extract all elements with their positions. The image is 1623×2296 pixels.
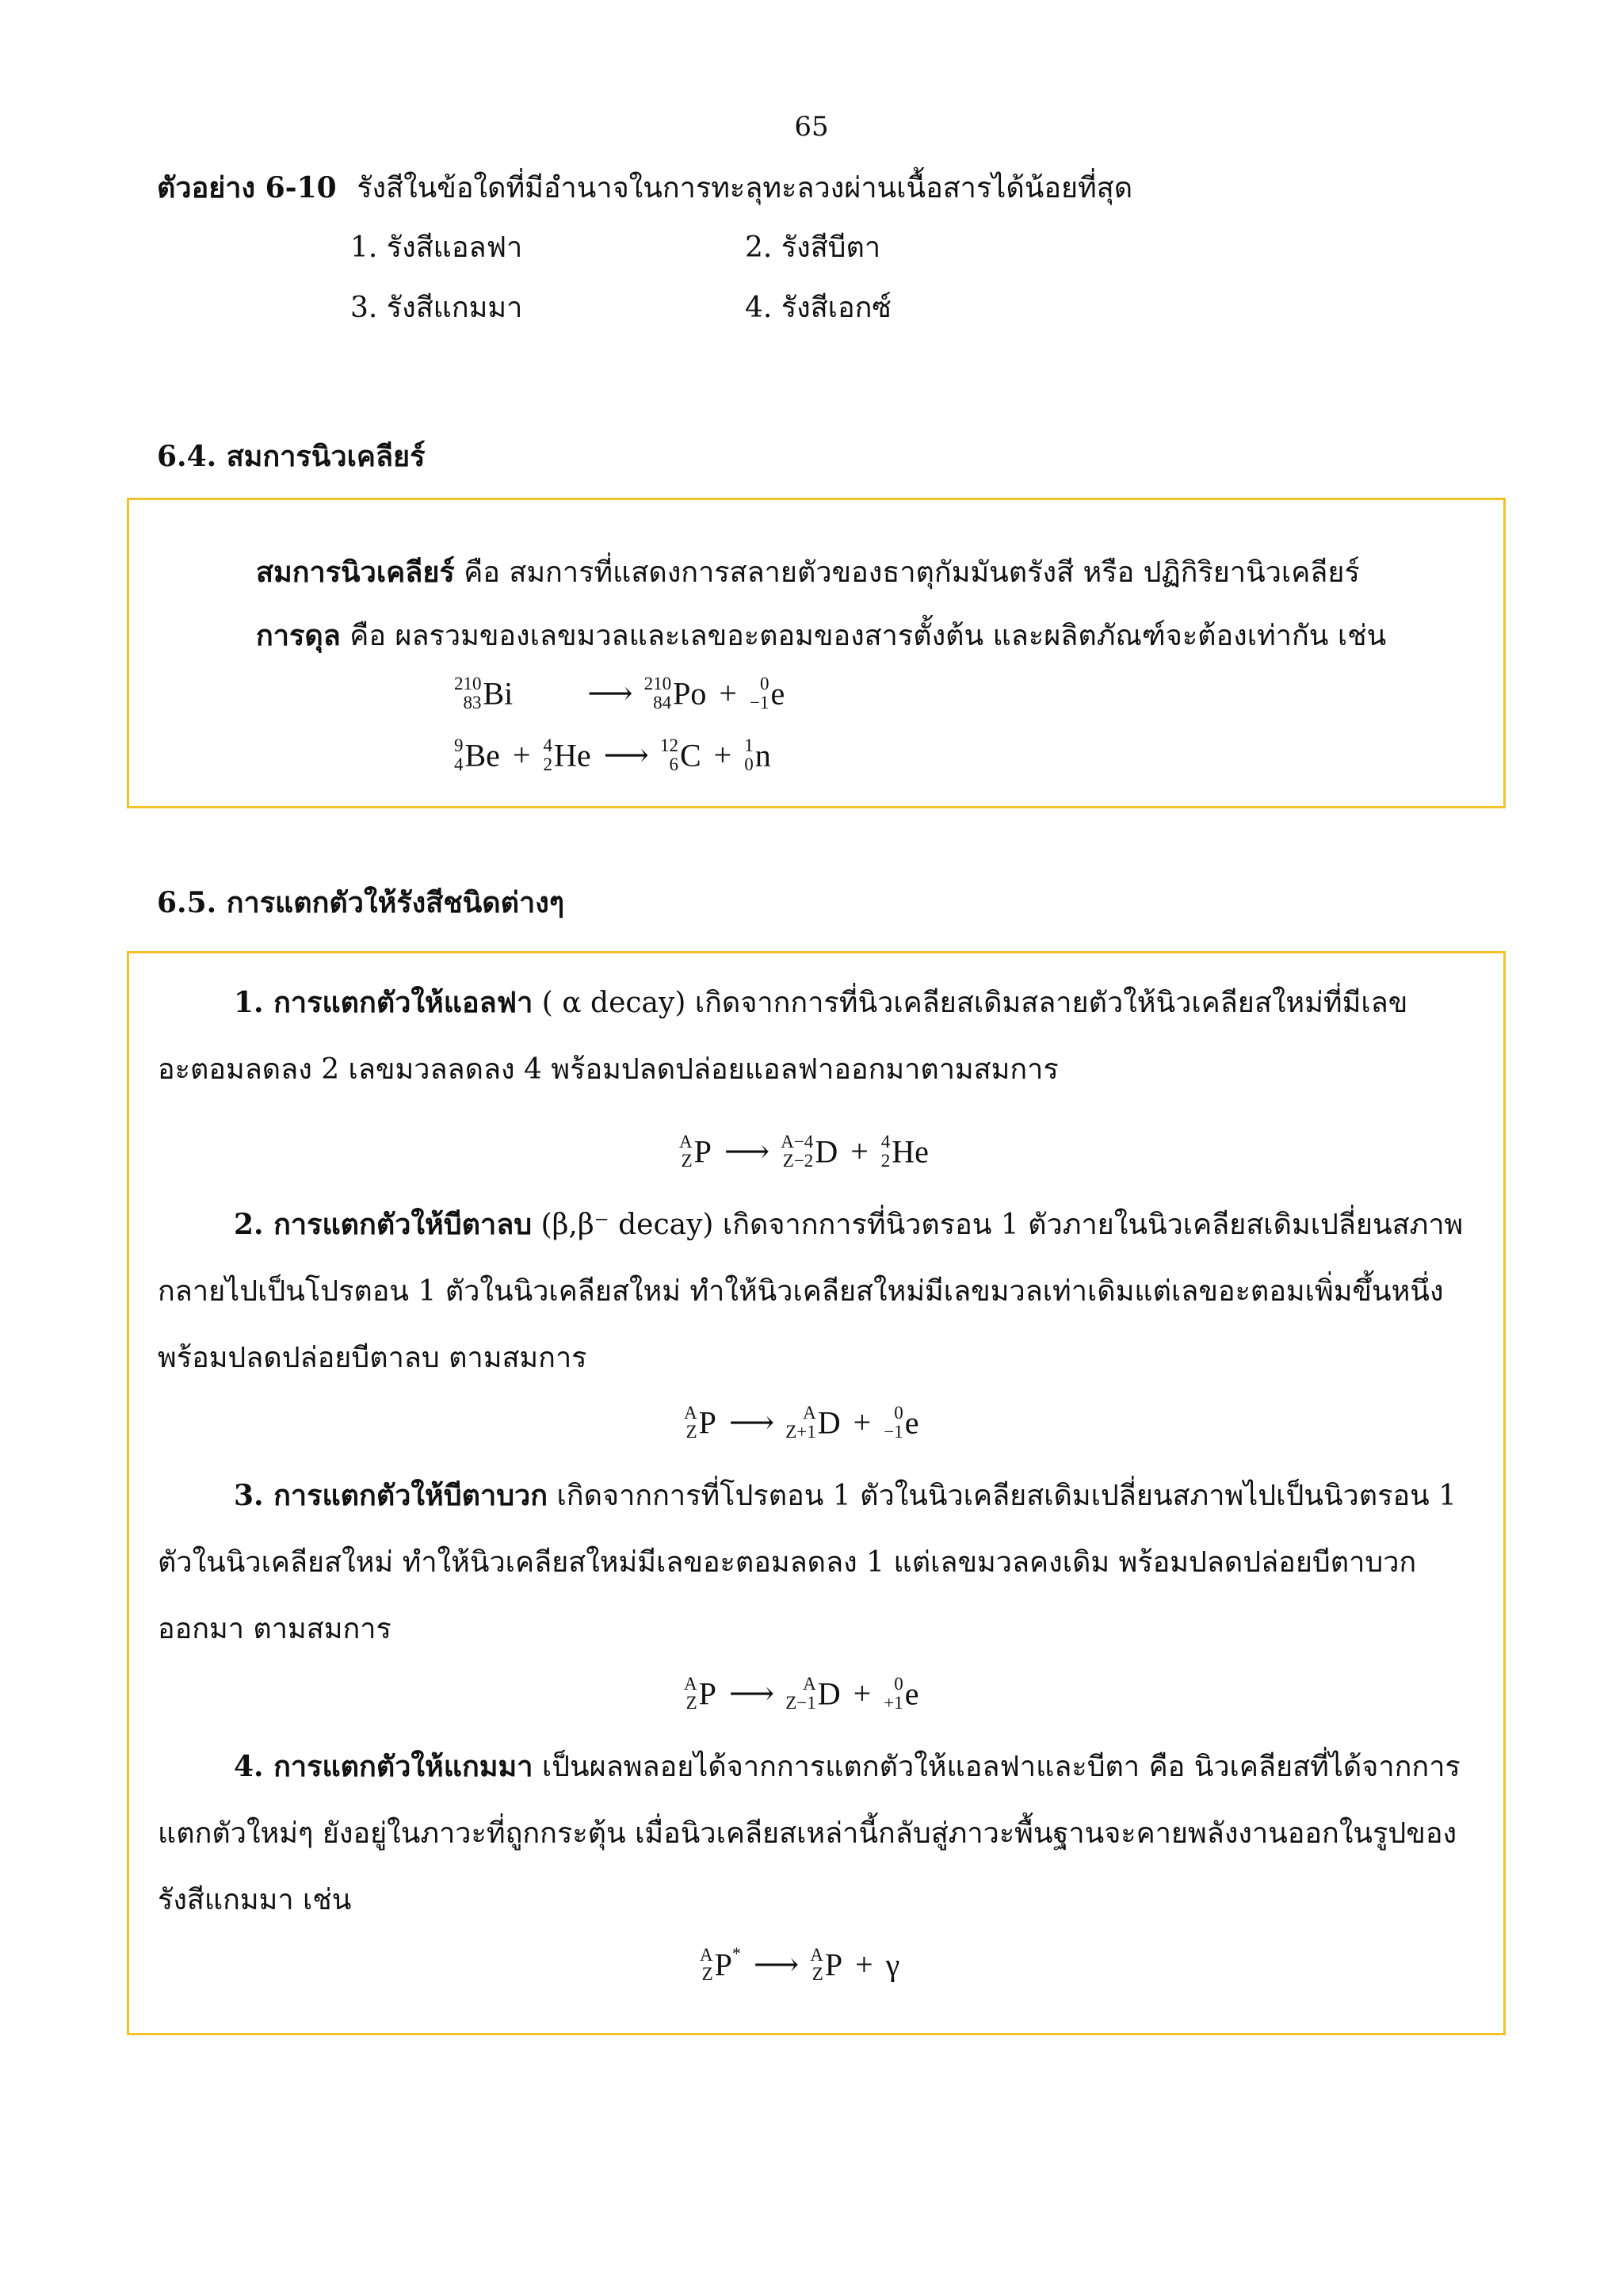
arrow-icon: ⟶ — [724, 1133, 769, 1170]
example-label: ตัวอย่าง 6-10 — [157, 171, 337, 204]
alpha-decay-paragraph — [158, 969, 1465, 1103]
arrow-icon: ⟶ — [587, 675, 632, 712]
alpha-decay-paren: ( α decay) — [533, 987, 686, 1019]
definition-balancing — [256, 616, 1386, 656]
example-question — [157, 168, 1132, 208]
definition-term: การดุล — [256, 619, 341, 652]
choice-3: 3. รังสีแกมมา — [350, 292, 523, 324]
beta-plus-decay-text: เกิดจากการที่โปรตอน 1 ตัวในนิวเคลียสเดิมเปลี่ยนสภาพไปเป็นนิวตรอน 1 ตัวในนิวเคลียสใหม่ ทำให้นิวเคลียสใหม่มีเลขอะตอมลดลง 1 แต่เลขมวลคงเดิม พร้อมปลดปล่อยบีตาบวกออกมา ตามสมการ — [158, 1480, 1457, 1645]
definition-text: คือ ผลรวมของเลขมวลและเลขอะตอมของสารตั้งต้น และผลิตภัณฑ์จะต้องเท่ากัน เช่น — [340, 620, 1387, 652]
gamma-decay-title: 4. การแตกตัวให้แกมมา — [234, 1750, 533, 1783]
equation-gamma-decay: A Z P* ⟶ A Z P + γ — [700, 1943, 900, 1984]
arrow-icon: ⟶ — [728, 1404, 773, 1441]
gamma-decay-paragraph — [158, 1733, 1465, 1934]
decay-types-box — [127, 951, 1506, 2035]
definition-text: คือ สมการที่แสดงการสลายตัวของธาตุกัมมันตรังสี หรือ ปฏิกิริยานิวเคลียร์ — [454, 556, 1360, 589]
equation-beta-plus-decay: A Z P ⟶ A Z−1 D + 0 +1 e — [684, 1673, 919, 1713]
beta-minus-decay-paragraph — [158, 1191, 1465, 1392]
beta-minus-decay-title: 2. การแตกตัวให้บีตาลบ — [234, 1208, 533, 1241]
beta-minus-decay-text: เกิดจากการที่นิวตรอน 1 ตัวภายในนิวเคลียสเดิมเปลี่ยนสภาพกลายไปเป็นโปรตอน 1 ตัวในนิวเคลียสใหม่ ทำให้นิวเคลียสใหม่มีเลขมวลเท่าเดิมแต่เลขอะตอมเพิ่มขึ้นหนึ่ง พร้อมปลดปล่อยบีตาลบ ตามสมการ — [158, 1209, 1464, 1374]
choice-2: 2. รังสีบีตา — [745, 231, 881, 264]
beta-minus-decay-paren: (β,β⁻ decay) — [532, 1209, 714, 1241]
section-heading-6-4: 6.4. สมการนิวเคลียร์ — [157, 440, 426, 473]
alpha-decay-title: 1. การแตกตัวให้แอลฟา — [234, 986, 533, 1019]
definition-nuclear-equation — [256, 552, 1360, 593]
arrow-icon: ⟶ — [728, 1675, 773, 1712]
beta-plus-decay-paragraph — [158, 1462, 1465, 1663]
equation-beta-minus-decay: A Z P ⟶ A Z+1 D + 0 −1 e — [684, 1402, 919, 1442]
beta-plus-decay-title: 3. การแตกตัวให้บีตาบวก — [234, 1479, 548, 1512]
choice-4: 4. รังสีเอกซ์ — [745, 292, 892, 324]
equation-be-he: 9 4 Be + 4 2 He ⟶ 12 6 C + 1 0 n — [454, 735, 771, 774]
choice-1: 1. รังสีแอลฟา — [350, 231, 523, 264]
equation-alpha-decay: A Z P ⟶ A−4 Z−2 D + 4 2 He — [679, 1131, 929, 1171]
arrow-icon: ⟶ — [603, 737, 647, 774]
alpha-decay-text: เกิดจากการที่นิวเคลียสเดิมสลายตัวให้นิวเคลียสใหม่ที่มีเลขอะตอมลดลง 2 เลขมวลลดลง 4 พร้อมปลดปล่อยแอลฟาออกมาตามสมการ — [158, 987, 1408, 1086]
example-question-text: รังสีในข้อใดที่มีอำนาจในการทะลุทะลวงผ่านเนื้อสารได้น้อยที่สุด — [357, 172, 1133, 204]
equation-bi-decay: 210 83 Bi ⟶ 210 84 Po + 0 −1 e — [454, 673, 785, 712]
gamma-decay-text: เป็นผลพลอยได้จากการแตกตัวให้แอลฟาและบีตา คือ นิวเคลียสที่ได้จากการแตกตัวใหม่ๆ ยังอยู่ในภาวะที่ถูกกระตุ้น เมื่อนิวเคลียสเหล่านี้กลับสู่ภาวะพื้นฐานจะคายพลังงานออกในรูปของรังสีแกมมา เช่น — [158, 1751, 1461, 1916]
definition-term: สมการนิวเคลียร์ — [256, 556, 455, 589]
page-number: 65 — [794, 111, 829, 143]
section-heading-6-5: 6.5. การแตกตัวให้รังสีชนิดต่างๆ — [157, 886, 565, 919]
arrow-icon: ⟶ — [753, 1946, 798, 1983]
nuclear-equation-box — [127, 498, 1506, 808]
